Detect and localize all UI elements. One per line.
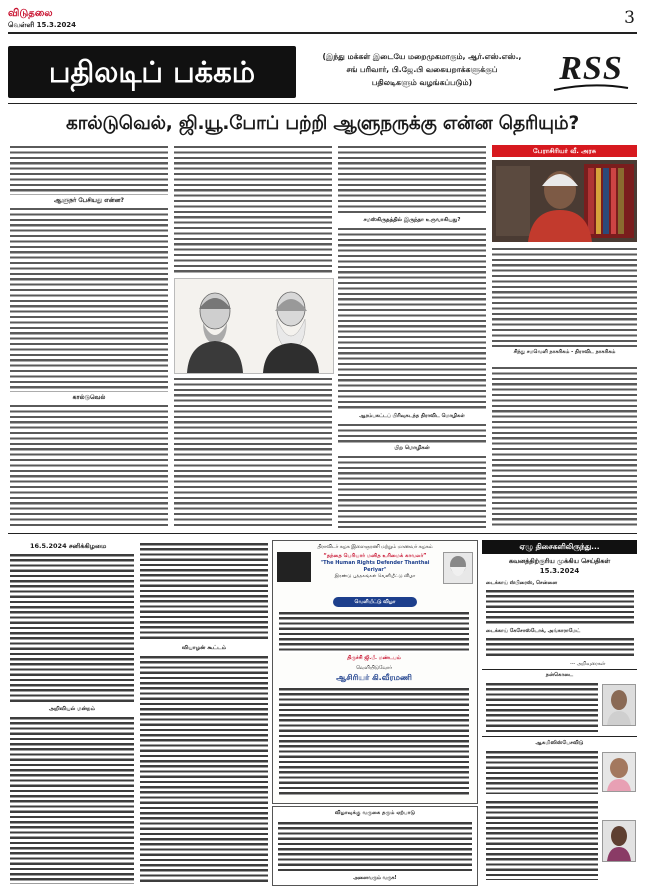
periyar-portrait	[444, 553, 472, 583]
news-footer: --- அறிவுரைகள்	[570, 662, 606, 667]
article-text-block	[338, 423, 486, 443]
news-subheader: கவனத்திற்குரிய முக்கிய செய்திகள்	[508, 557, 611, 565]
rss-logo-swoosh	[552, 82, 630, 94]
news-item-heading: டைக்காய் கேசோஸ்டோக், அங்காராமேட்	[486, 628, 581, 634]
author-name: பேராசிரியர் வீ. அரசு	[533, 147, 596, 155]
subhead-sanskrit-origin: சமஸ்கிருதத்தில் இருந்தா உருவாகியது?	[363, 217, 461, 223]
event-poster	[272, 540, 478, 804]
child-portrait	[603, 753, 635, 791]
portraits-illustration	[175, 279, 333, 373]
banner-subtitle	[302, 50, 542, 89]
author-portrait	[492, 160, 637, 242]
section-banner	[8, 46, 296, 98]
poster-title-sub: இரண்டு புத்தகங்கள் வெளியீட்டு விழா	[334, 574, 416, 579]
banner-subtitle-line: (இந்து மக்கள் இடையே மறைமுகமாகும், ஆர்.எஸ்.எஸ்.,	[322, 52, 522, 61]
travel-notice	[272, 806, 478, 886]
news-divider	[482, 736, 637, 737]
portraits-photo	[174, 278, 334, 374]
calendar-section-heading: வியாழன் கூட்டம்	[181, 645, 227, 651]
news-date: 15.3.2024	[539, 567, 580, 575]
article-text-block	[338, 227, 486, 411]
article-text-block	[338, 145, 486, 215]
paper-name: விடுதலை	[8, 8, 53, 19]
calendar-text-block	[140, 542, 268, 642]
poster-photo-left	[277, 552, 311, 582]
poster-title-tamil: “தந்தை பெரியார் மனித உரிமைக் காவலர்”	[323, 553, 427, 559]
author-label-bar	[492, 145, 637, 157]
poster-schedule-text	[279, 611, 469, 653]
obituary-heading: ஆகமிஸிஸ்பேசவிடு	[535, 740, 584, 746]
page-number: 3	[624, 8, 635, 28]
article-text-block	[174, 145, 332, 273]
article-bottom-divider	[8, 533, 637, 534]
news-item-text	[486, 589, 634, 625]
news-divider	[482, 669, 637, 670]
poster-org-line: திராவிடர் கழக இளைஞரணி மற்றும் மாணவர் கழகம்	[317, 545, 433, 550]
travel-notice-footer: அனைவரும் வருக!	[353, 876, 397, 881]
issue-date: வெள்ளி 15.3.2024	[8, 21, 77, 29]
donation-heading: நன்கொடை	[545, 672, 574, 678]
article-text-block	[10, 145, 168, 195]
news-item-text	[486, 637, 634, 659]
poster-venue: திருச்சி ஜி.பீ. மண்டபம்	[347, 655, 401, 661]
news-header-title: ஏழு திசைகளிலிருந்து...	[519, 542, 600, 551]
article-text-block	[492, 247, 637, 347]
donation-text	[486, 682, 598, 732]
banner-subtitle-line: பதிலடிகளும் வழங்கப்படும்)	[371, 78, 473, 87]
poster-photo-right	[443, 552, 473, 584]
calendar-text-block	[10, 553, 134, 703]
subhead-dravidian-languages: ஆரம்பகட்டப் பிரிவுகடந்த திராவிட மொழிகள்	[359, 413, 465, 419]
banner-divider	[8, 103, 637, 104]
banner-title: பதிலடிப் பக்கம்	[48, 55, 256, 89]
masthead-logo	[8, 8, 76, 30]
calendar-text-block	[140, 655, 268, 884]
donor-photo	[602, 684, 636, 726]
news-header-bar	[482, 540, 637, 554]
poster-title-english: "The Human Rights Defender Thanthai Periyar"	[320, 560, 430, 573]
travel-notice-heading: விழாவுக்கு வருகை தரும் ஏற்பாடு	[334, 810, 416, 816]
person-portrait	[603, 821, 635, 861]
header-divider	[8, 32, 637, 34]
donor-portrait	[603, 685, 635, 725]
banner-subtitle-line: சங் பரிவார், பி.ஜே.பி வகையறாக்களுக்குப்	[346, 65, 498, 74]
poster-program-text	[279, 687, 469, 795]
article-text-block	[10, 404, 168, 528]
subhead-indus-valley: சிந்து சமவெளி நாகரிகம் - திராவிட நாகரிகம்	[513, 349, 616, 355]
child-photo	[602, 752, 636, 792]
calendar-text-block	[10, 716, 134, 884]
notice-text	[486, 800, 598, 880]
headline: கால்டுவெல், ஜி.யூ.போப் பற்றி ஆளுநருக்கு என்ன தெரியும்?	[65, 113, 580, 134]
poster-date-label: வெளியீட்டு விழா	[354, 599, 396, 605]
poster-speaker-heading: வெளியிடுவோர்	[356, 666, 392, 671]
article-text-block	[492, 366, 637, 528]
subhead-governor-speech: ஆளுநர் பேசியது என்ன?	[53, 197, 125, 204]
rss-logo-text: RSS	[559, 50, 623, 87]
article-text-block	[338, 455, 486, 528]
person-photo	[602, 820, 636, 862]
travel-notice-text	[278, 821, 472, 873]
article-text-block	[10, 207, 168, 392]
poster-date-bar	[333, 597, 417, 607]
poster-speaker-name: ஆசிரியர் கி.வீரமணி	[336, 673, 412, 682]
calendar-section-heading: அறிவியல் மன்றம்	[48, 706, 96, 712]
subhead-caldwell: கால்டுவெல்	[72, 394, 106, 401]
author-photo	[492, 160, 637, 242]
rss-logo	[548, 46, 634, 98]
calendar-date-heading: 16.5.2024 சனிக்கிழமை	[30, 542, 107, 550]
obituary-text	[486, 750, 598, 794]
article-text-block	[174, 377, 332, 528]
news-item-heading: டைக்காய் ஸ்பிரைஸ், சென்னை	[486, 580, 558, 586]
subhead-other-languages: பிற மொழிகள்	[394, 445, 430, 451]
